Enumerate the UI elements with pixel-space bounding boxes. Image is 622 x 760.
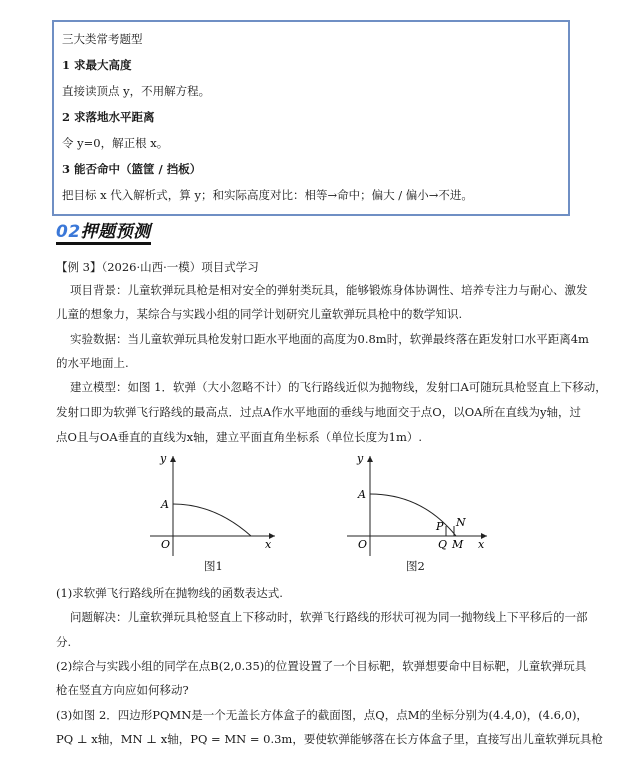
summary-item1-title: 1 求最大高度 xyxy=(62,58,132,72)
question-2-line-1: (2)综合与实践小组的同学在点B(2,0.35)的位置设置了一个目标靶，软弹想要命中目标靶，儿童软弹玩具 xyxy=(56,659,587,673)
fig2-label-x: x xyxy=(478,538,485,551)
figure-1 xyxy=(145,450,285,564)
fig2-label-n: N xyxy=(456,516,466,529)
example-header: 【例 3】（2026·山西·一模）项目式学习 xyxy=(56,260,259,274)
fig1-label-x: x xyxy=(265,538,272,551)
fig1-label-a: A xyxy=(161,498,169,511)
fig1-label-y: y xyxy=(160,452,167,465)
model-line-1: 建立模型：如图 1．软弹（大小忽略不计）的飞行路线近似为抛物线，发射口A可随玩具枪竖直上下移动， xyxy=(70,380,607,394)
figure-2 xyxy=(342,450,492,564)
question-2-line-2: 枪在竖直方向应如何移动? xyxy=(56,683,189,697)
fig2-label-m: M xyxy=(452,538,464,551)
summary-item2-text: 令 y=0，解正根 x。 xyxy=(62,136,169,150)
summary-item3-title: 3 能否命中（篮筐 / 挡板） xyxy=(62,162,202,176)
background-line-2: 儿童的想象力，某综合与实践小组的同学计划研究儿童软弹玩具枪中的数学知识. xyxy=(56,307,463,321)
fig2-label-a: A xyxy=(358,488,366,501)
problem-line-2: 分. xyxy=(56,635,72,649)
section-number: 02 xyxy=(56,222,81,242)
summary-item2-title: 2 求落地水平距离 xyxy=(62,110,155,124)
problem-line-1: 问题解决：儿童软弹玩具枪竖直上下移动时，软弹飞行路线的形状可视为同一抛物线上下平移后的一部 xyxy=(70,610,588,624)
question-3-line-1: (3)如图 2．四边形PQMN是一个无盖长方体盒子的截面图，点Q，点M的坐标分别为(4.4,0)，(4.6,0)， xyxy=(56,708,588,722)
figure-2-caption: 图2 xyxy=(406,559,425,573)
fig2-label-o: O xyxy=(358,538,368,551)
model-line-3: 点O且与OA垂直的直线为x轴，建立平面直角坐标系（单位长度为1m）. xyxy=(56,430,423,444)
summary-box xyxy=(52,20,570,216)
section-title xyxy=(56,222,151,245)
fig2-label-q: Q xyxy=(438,538,448,551)
question-1: (1)求软弹飞行路线所在抛物线的函数表达式. xyxy=(56,586,283,600)
question-3-line-2: PQ ⊥ x轴，MN ⊥ x轴，PQ = MN = 0.3m，要使软弹能够落在长方体盒子里，直接写出儿童软弹玩具枪 xyxy=(56,732,603,746)
figure-1-caption: 图1 xyxy=(204,559,223,573)
section-title-text: 押题预测 xyxy=(80,222,151,242)
model-line-2: 发射口即为软弹飞行路线的最高点．过点A作水平地面的垂线与地面交于点O，以OA所在直线为y轴，过 xyxy=(56,405,581,419)
data-line-2: 的水平地面上. xyxy=(56,356,129,370)
data-line-1: 实验数据：当儿童软弹玩具枪发射口距水平地面的高度为0.8m时，软弹最终落在距发射口水平距离4m xyxy=(70,332,589,346)
summary-heading: 三大类常考题型 xyxy=(62,32,143,46)
fig1-label-o: O xyxy=(161,538,171,551)
fig2-label-y: y xyxy=(357,452,364,465)
summary-item3-text: 把目标 x 代入解析式，算 y；和实际高度对比：相等→命中；偏大 / 偏小→不进。 xyxy=(62,188,473,202)
summary-item1-text: 直接读顶点 y，不用解方程。 xyxy=(62,84,211,98)
background-line-1: 项目背景：儿童软弹玩具枪是相对安全的弹射类玩具，能够锻炼身体协调性、培养专注力与耐心、激发 xyxy=(70,283,588,297)
fig2-label-p: P xyxy=(436,520,444,533)
